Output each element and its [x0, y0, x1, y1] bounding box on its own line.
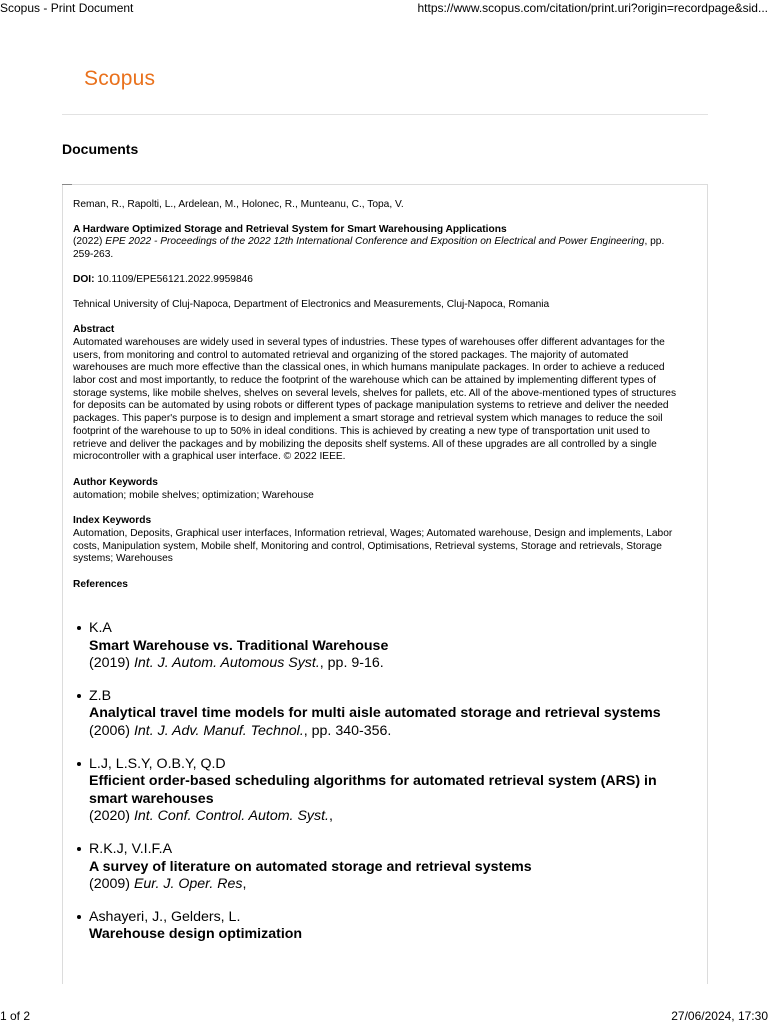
- reference-item: [76, 688, 696, 741]
- document-record: [73, 199, 683, 592]
- document-year: (2022): [73, 236, 106, 248]
- panel-corner-mark: [62, 184, 72, 185]
- section-title: Documents: [62, 141, 139, 157]
- doi-value[interactable]: 10.1109/EPE56121.2022.9959846: [94, 273, 253, 285]
- bullet-icon: [77, 915, 81, 919]
- reference-authors: K.A: [89, 620, 112, 636]
- reference-item: [76, 909, 696, 944]
- document-pages: , pp. 259-263.: [73, 236, 665, 261]
- page-counter: 1 of 2: [0, 1009, 31, 1023]
- doi-label: DOI:: [73, 273, 95, 285]
- scopus-logo: Scopus: [84, 67, 156, 90]
- document-citation: [73, 236, 683, 261]
- reference-title: Warehouse design optimization: [89, 926, 303, 943]
- document-authors: Reman, R., Rapolti, L., Ardelean, M., Holonec, R., Munteanu, C., Topa, V.: [73, 199, 404, 210]
- document-source: EPE 2022 - Proceedings of the 2022 12th International Conference and Exposition on Electrical and Power Engineering: [105, 236, 645, 248]
- index-keywords-heading: Index Keywords: [73, 515, 152, 527]
- bullet-icon: [77, 626, 81, 630]
- reference-source: Eur. J. Oper. Res: [133, 876, 243, 893]
- reference-pages: ,: [242, 876, 247, 893]
- reference-source: Int. Conf. Control. Autom. Syst.: [133, 808, 329, 825]
- reference-item: [76, 756, 696, 826]
- reference-year: (2020): [89, 808, 134, 825]
- reference-pages: , pp. 9-16.: [319, 655, 384, 672]
- reference-citation: [89, 808, 696, 826]
- reference-year: (2006): [89, 722, 134, 739]
- reference-pages: , pp. 340-356.: [303, 722, 392, 739]
- document-title: A Hardware Optimized Storage and Retrieval System for Smart Warehousing Applications: [73, 223, 507, 235]
- abstract-text: Automated warehouses are widely used in several types of industries. These types of warehouses offer different advantages for the users, from monitoring and control to automated retrieval and organizing of the stored packages. The majority of automated warehouses are much more effective than the classical ones, in which humans manipulate packages. In order to achieve a reduced labor cost and most importantly, to reduce the footprint of the warehouse which can be attained by implementing different types of storage systems, like mobile shelves, shelves on several levels, shelves for pallets, etc. All of the above-mentioned types of structures for deposits can be automated by using robots or different types of package manipulation systems to retrieve and deliver the needed packages. This paper's purpose is to design and implement a smart storage and retrieval system which manages to reduce the soil footprint of the warehouse to up to 50% in ideal conditions. This is achieved by creating a new type of transportation unit used to retrieve and deliver the packages and by mobilizing the deposits shelf systems. All of these upgrades are all controlled by a single microcontroller with a graphical user interface. © 2022 IEEE.: [73, 336, 677, 463]
- reference-title: Efficient order-based scheduling algorithms for automated retrieval system (ARS) in smart warehouses: [89, 773, 657, 807]
- reference-authors: Z.B: [89, 687, 112, 704]
- print-page-title: Scopus - Print Document: [0, 1, 134, 15]
- reference-pages: ,: [328, 808, 333, 825]
- abstract-heading: Abstract: [73, 324, 115, 336]
- reference-source: Int. J. Adv. Manuf. Technol.: [133, 722, 304, 739]
- document-affiliation: Tehnical University of Cluj-Napoca, Department of Electronics and Measurements, Cluj-Napoca, Romania: [73, 298, 550, 310]
- reference-citation: [89, 876, 696, 894]
- print-page-url[interactable]: https://www.scopus.com/citation/print.uri?origin=recordpage&sid...: [417, 1, 768, 15]
- reference-authors: Ashayeri, J., Gelders, L.: [89, 908, 241, 925]
- references-list: [76, 620, 696, 944]
- index-keywords: Automation, Deposits, Graphical user interfaces, Information retrieval, Wages; Automated warehouse, Design and implements, Labor costs, Manipulation system, Mobile shelf, Monitoring and control, Optimisations, Retrieval systems, Storage and retrievals, Storage systems; Warehouses: [73, 528, 673, 565]
- references-heading: References: [73, 579, 128, 591]
- reference-item: [76, 620, 696, 673]
- reference-citation: [89, 723, 696, 741]
- reference-title: Analytical travel time models for multi aisle automated storage and retrieval systems: [89, 705, 661, 722]
- reference-title: Smart Warehouse vs. Traditional Warehouse: [89, 637, 389, 654]
- reference-source: Int. J. Autom. Automous Syst.: [133, 655, 320, 672]
- reference-item: [76, 841, 696, 894]
- print-timestamp: 27/06/2024, 17:30: [671, 1009, 768, 1023]
- bullet-icon: [77, 694, 81, 698]
- reference-authors: R.K.J, V.I.F.A: [89, 840, 173, 857]
- header-divider: [62, 114, 708, 115]
- reference-authors: L.J, L.S.Y, O.B.Y, Q.D: [89, 755, 226, 772]
- bullet-icon: [77, 762, 81, 766]
- author-keywords: automation; mobile shelves; optimization; Warehouse: [73, 489, 314, 501]
- reference-title: A survey of literature on automated storage and retrieval systems: [89, 858, 532, 875]
- reference-year: (2009): [89, 876, 134, 893]
- reference-year: (2019): [89, 655, 134, 672]
- author-keywords-heading: Author Keywords: [73, 476, 158, 488]
- bullet-icon: [77, 847, 81, 851]
- document-doi-row: [73, 274, 683, 287]
- print-footer: [0, 1008, 768, 1024]
- reference-citation: [89, 655, 696, 673]
- print-header: [0, 0, 768, 16]
